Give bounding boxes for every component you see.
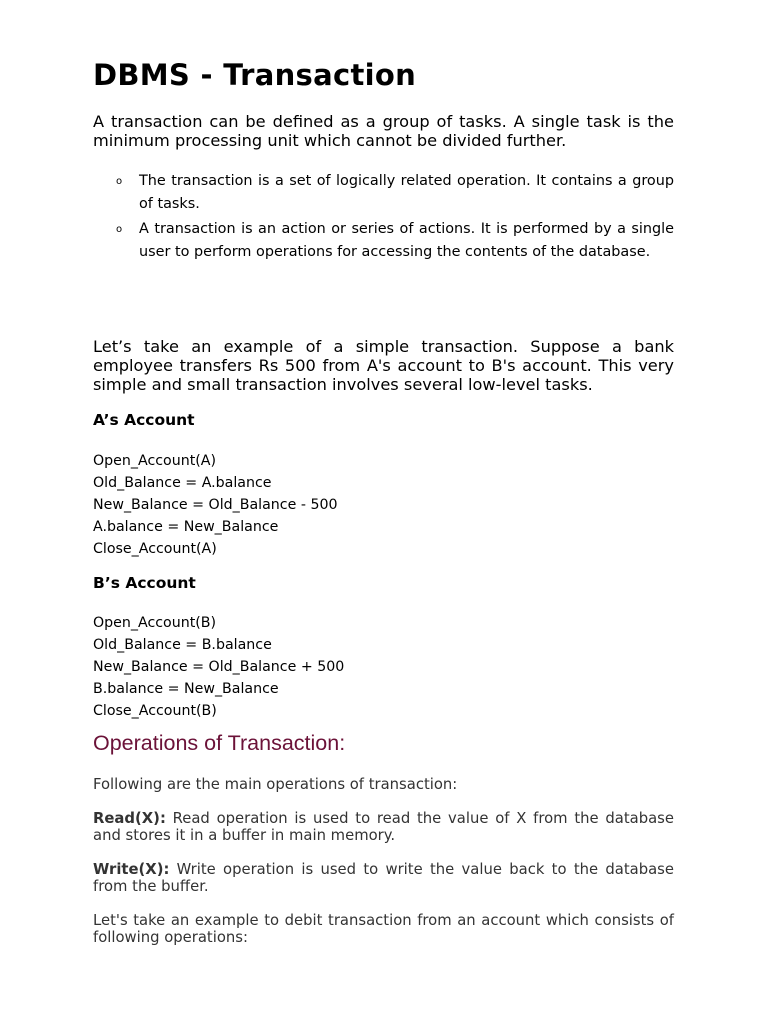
code-line: Open_Account(B) — [93, 615, 217, 631]
code-line: Open_Account(A) — [93, 453, 217, 469]
code-line: Close_Account(A) — [93, 541, 217, 557]
read-operation — [93, 810, 674, 844]
example-paragraph: Let’s take an example of a simple transaction. Suppose a bank employee transfers Rs 500 from A's account to B's account. This very simple and small transaction involves several low-level tasks. — [93, 337, 674, 394]
b-account-steps — [93, 612, 344, 722]
read-term: Read(X): — [93, 810, 166, 827]
debit-example-paragraph: Let's take an example to debit transaction from an account which consists of following operations: — [93, 912, 674, 946]
code-line: A.balance = New_Balance — [93, 519, 279, 535]
bullet-text: The transaction is a set of logically related operation. It contains a group of tasks. — [139, 173, 674, 212]
operations-intro: Following are the main operations of transaction: — [93, 776, 458, 793]
bullet-text: A transaction is an action or series of actions. It is performed by a single user to perform operations for accessing the contents of the database. — [139, 221, 674, 260]
write-operation — [93, 861, 674, 895]
intro-paragraph: A transaction can be defined as a group of tasks. A single task is the minimum processing unit which cannot be divided further. — [93, 112, 674, 150]
b-account-heading: B’s Account — [93, 574, 196, 592]
code-line: Old_Balance = A.balance — [93, 475, 272, 491]
list-item — [93, 218, 674, 264]
write-description: Write operation is used to write the value back to the database from the buffer. — [93, 861, 674, 895]
code-line: B.balance = New_Balance — [93, 681, 279, 697]
a-account-heading: A’s Account — [93, 411, 195, 429]
read-description: Read operation is used to read the value of X from the database and stores it in a buffer in main memory. — [93, 810, 674, 844]
page-title: DBMS - Transaction — [93, 58, 417, 92]
operations-heading: Operations of Transaction: — [93, 731, 346, 755]
a-account-steps — [93, 450, 338, 560]
bullet-list — [93, 170, 674, 266]
write-term: Write(X): — [93, 861, 170, 878]
bullet-marker: o — [116, 224, 123, 235]
code-line: New_Balance = Old_Balance + 500 — [93, 659, 345, 675]
list-item — [93, 170, 674, 216]
code-line: New_Balance = Old_Balance - 500 — [93, 497, 338, 513]
bullet-marker: o — [116, 176, 123, 187]
code-line: Close_Account(B) — [93, 703, 217, 719]
code-line: Old_Balance = B.balance — [93, 637, 272, 653]
